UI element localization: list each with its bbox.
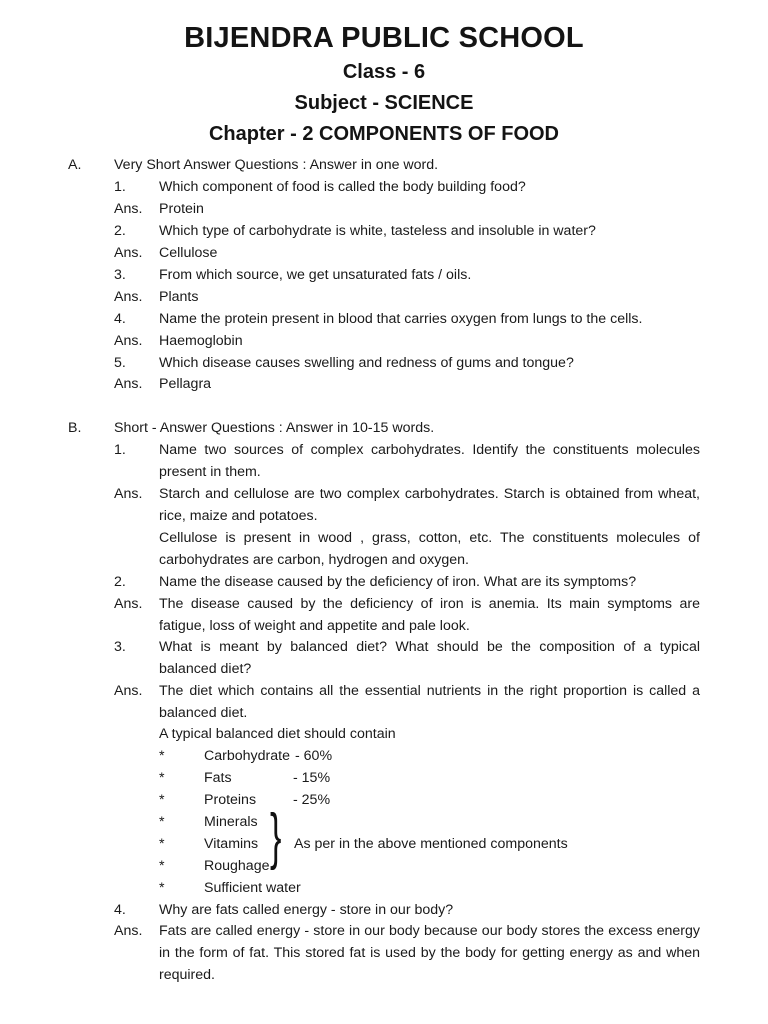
answer-text: Plants (159, 289, 199, 305)
answer-text: Haemoglobin (159, 333, 243, 349)
diet-item-value: - 15% (293, 770, 331, 786)
diet-item-name: Sufficient water (204, 880, 301, 896)
question-number: 5. (114, 355, 126, 371)
diet-item-name: Roughage (204, 858, 270, 874)
question-number: 4. (114, 311, 126, 327)
diet-item-name: Fats (204, 770, 232, 786)
answer-text: Starch and cellulose are two complex carbohydrates. Starch is obtained from wheat, rice, maize and potatoes. (159, 486, 700, 524)
diet-intro: A typical balanced diet should contain (159, 726, 396, 742)
question-text: Name the disease caused by the deficiency of iron. What are its symptoms? (159, 574, 637, 590)
answer-text: The disease caused by the deficiency of iron is anemia. Its main symptoms are fatigue, loss of weight and appetite and pale look. (159, 596, 700, 634)
answer-label: Ans. (114, 333, 143, 349)
class-title: Class - 6 (342, 61, 426, 83)
question-text: Which component of food is called the body building food? (159, 179, 526, 195)
bullet-marker: * (159, 836, 165, 852)
question-text: Why are fats called energy - store in our body? (159, 902, 454, 918)
subject-title: Subject - SCIENCE (294, 92, 474, 114)
bullet-marker: * (159, 792, 165, 808)
question-number: 3. (114, 639, 126, 655)
answer-text: Cellulose (159, 245, 218, 261)
answer-label: Ans. (114, 245, 143, 261)
answer-label: Ans. (114, 486, 143, 502)
answer-text: Pellagra (159, 376, 212, 392)
section-b-title: Short - Answer Questions : Answer in 10-15 words. (114, 420, 435, 436)
chapter-title: Chapter - 2 COMPONENTS OF FOOD (208, 123, 560, 145)
bullet-marker: * (159, 858, 165, 874)
diet-item-value: - 25% (293, 792, 331, 808)
question-number: 2. (114, 574, 126, 590)
question-text: Name the protein present in blood that carries oxygen from lungs to the cells. (159, 311, 643, 327)
answer-label: Ans. (114, 201, 143, 217)
question-text: Which disease causes swelling and redness of gums and tongue? (159, 355, 574, 371)
answer-text: Fats are called energy - store in our body because our body stores the excess energy in the form of fat. This stored fat is used by the body for getting energy as and when required. (159, 923, 700, 983)
answer-label: Ans. (114, 376, 143, 392)
question-number: 2. (114, 223, 126, 239)
section-a-title: Very Short Answer Questions : Answer in one word. (114, 157, 439, 173)
question-number: 4. (114, 902, 126, 918)
question-text: Which type of carbohydrate is white, tasteless and insoluble in water? (159, 223, 596, 239)
diet-item-name: Minerals (204, 814, 258, 830)
diet-item-name: Proteins (204, 792, 257, 808)
bullet-marker: * (159, 814, 165, 830)
question-text: What is meant by balanced diet? What should be the composition of a typical balanced diet? (159, 639, 700, 677)
bullet-marker: * (159, 880, 165, 896)
section-a-marker: A. (68, 157, 82, 173)
answer-text: The diet which contains all the essential nutrients in the right proportion is called a balanced diet. (159, 683, 700, 721)
section-b-marker: B. (68, 420, 82, 436)
answer-text: Protein (159, 201, 204, 217)
bullet-marker: * (159, 748, 165, 764)
answer-label: Ans. (114, 596, 143, 612)
diet-item-value: - 60% (295, 748, 333, 764)
brace-note: As per in the above mentioned components (294, 836, 568, 852)
school-name: BIJENDRA PUBLIC SCHOOL (184, 22, 584, 54)
answer-text: Cellulose is present in wood , grass, cotton, etc. The constituents molecules of carbohydrates are carbon, hydrogen and oxygen. (159, 530, 700, 568)
curly-brace-icon: } (270, 802, 282, 871)
answer-label: Ans. (114, 683, 143, 699)
question-text: From which source, we get unsaturated fats / oils. (159, 267, 472, 283)
question-number: 3. (114, 267, 126, 283)
answer-label: Ans. (114, 923, 143, 939)
bullet-marker: * (159, 770, 165, 786)
question-number: 1. (114, 442, 126, 458)
question-number: 1. (114, 179, 126, 195)
diet-item-name: Carbohydrate (204, 748, 290, 764)
diet-item-name: Vitamins (204, 836, 259, 852)
answer-label: Ans. (114, 289, 143, 305)
question-text: Name two sources of complex carbohydrates. Identify the constituents molecules present in them. (159, 442, 700, 480)
